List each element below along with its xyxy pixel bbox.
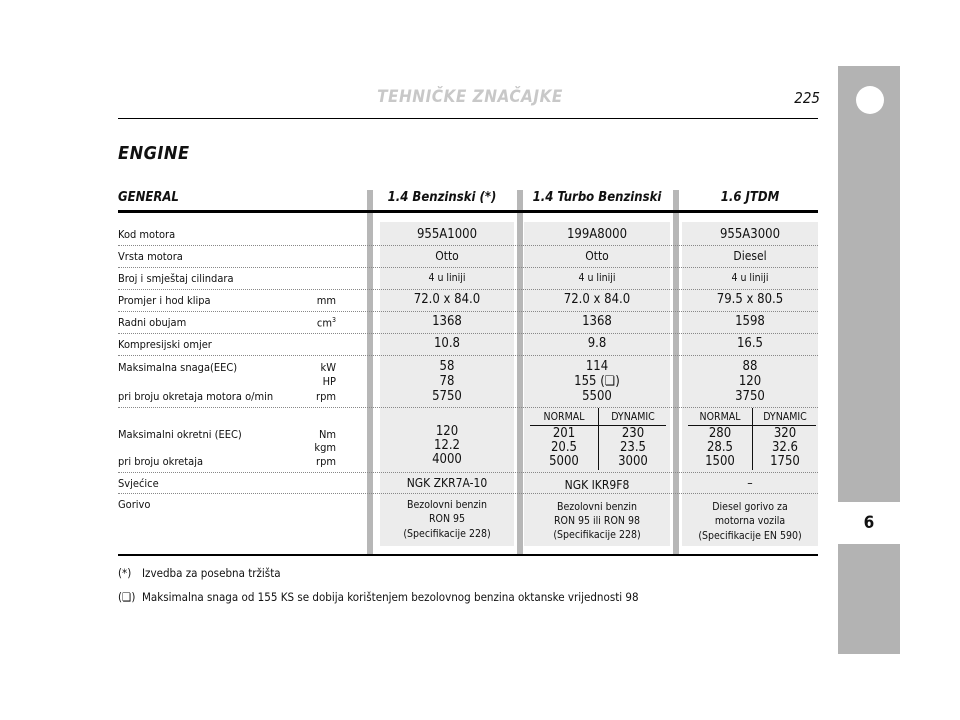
column-header-2: 1.4 Turbo Benzinski	[532, 190, 662, 205]
running-header-title: TEHNIČKE ZNAČAJKE	[377, 87, 563, 107]
cell-power-rpm-1: 5750	[432, 389, 462, 404]
cell-torque-dynamic-nm-2: 230	[621, 426, 645, 441]
cell-displacement-2: 1368	[582, 314, 612, 329]
row-label-fuel: Gorivo	[118, 498, 151, 511]
header-rule	[118, 118, 818, 119]
row-separator	[118, 355, 818, 356]
row-separator	[118, 493, 818, 494]
row-label-plugs: Svjećice	[118, 477, 159, 490]
cell-torque-kgm-1: 12.2	[433, 438, 461, 453]
cell-power-hp-1: 78	[439, 374, 455, 389]
cell-torque-dynamic-nm-3: 320	[773, 426, 797, 441]
unit-cm: cm	[316, 316, 332, 330]
sidebar-strip-top	[838, 66, 900, 502]
mode-dynamic-label: DYNAMIC	[763, 411, 807, 423]
cell-fuel-2-line3: (Specifikacije 228)	[553, 529, 641, 541]
section-title: ENGINE	[118, 143, 190, 164]
row-separator	[118, 407, 818, 408]
cell-power-rpm-3: 3750	[735, 389, 765, 404]
row-separator	[118, 333, 818, 334]
cell-plugs-2: NGK IKR9F8	[564, 478, 630, 492]
cell-code-3: 955A3000	[719, 227, 781, 242]
unit-kgm: kgm	[314, 441, 336, 454]
cell-cylinders-1: 4 u liniji	[428, 272, 466, 284]
row-label-code: Kod motora	[118, 228, 176, 241]
cell-compression-1: 10.8	[433, 336, 461, 351]
cell-cylinders-2: 4 u liniji	[578, 272, 616, 284]
row-label-compression: Kompresijski omjer	[118, 338, 212, 351]
footnote-text-1: Izvedba za posebna tržišta	[142, 566, 281, 580]
cell-fuel-2-line1: Bezolovni benzin	[556, 501, 637, 513]
mode-normal-label: NORMAL	[699, 411, 741, 423]
cell-torque-normal-rpm-2: 5000	[549, 454, 579, 469]
subtable-divider	[598, 408, 599, 470]
cell-torque-dynamic-kgm-3: 32.6	[771, 440, 799, 455]
unit-rpm: rpm	[316, 390, 336, 403]
cell-type-2: Otto	[585, 249, 609, 263]
cell-displacement-3: 1598	[735, 314, 765, 329]
column-header-1: 1.4 Benzinski (*)	[387, 190, 497, 205]
page-number: 225	[794, 89, 820, 107]
cell-torque-normal-nm-3: 280	[708, 426, 732, 441]
row-label-cylinders: Broj i smještaj cilindara	[118, 272, 234, 285]
row-label-torque-rpm: pri broju okretaja	[118, 455, 204, 468]
subtable-divider	[752, 408, 753, 470]
unit-mm: mm	[316, 294, 336, 307]
cell-compression-2: 9.8	[587, 336, 607, 351]
unit-sup: 3	[331, 316, 336, 324]
mode-dynamic-label: DYNAMIC	[611, 411, 655, 423]
table-bottom-rule	[118, 554, 818, 556]
cell-torque-dynamic-rpm-3: 1750	[770, 454, 800, 469]
cell-bore-stroke-2: 72.0 x 84.0	[563, 292, 631, 307]
cell-torque-nm-1: 120	[435, 424, 459, 439]
unit-hp: HP	[322, 375, 336, 388]
cell-torque-normal-rpm-3: 1500	[705, 454, 735, 469]
cell-cylinders-3: 4 u liniji	[731, 272, 769, 284]
cell-compression-3: 16.5	[736, 336, 764, 351]
cell-fuel-3-line3: (Specifikacije EN 590)	[698, 530, 802, 542]
row-label-type: Vrsta motora	[118, 250, 183, 263]
cell-code-1: 955A1000	[416, 227, 478, 242]
cell-type-3: Diesel	[733, 249, 767, 263]
row-separator	[118, 472, 818, 473]
unit-kw: kW	[320, 361, 336, 374]
cell-fuel-3-line2: motorna vozila	[714, 515, 786, 527]
cell-power-rpm-2: 5500	[582, 389, 612, 404]
cell-code-2: 199A8000	[566, 227, 628, 242]
row-separator	[118, 245, 818, 246]
table-header-rule	[118, 210, 818, 213]
cell-torque-dynamic-kgm-2: 23.5	[619, 440, 647, 455]
general-header: GENERAL	[118, 190, 179, 205]
column-header-3: 1.6 JTDM	[720, 190, 780, 205]
cell-power-kw-3: 88	[742, 359, 758, 374]
cell-fuel-3-line1: Diesel gorivo za	[712, 501, 788, 513]
cell-torque-normal-kgm-2: 20.5	[550, 440, 578, 455]
cell-plugs-1: NGK ZKR7A-10	[406, 476, 488, 490]
cell-power-kw-1: 58	[439, 359, 455, 374]
row-separator	[118, 289, 818, 290]
cell-power-kw-2: 114	[585, 359, 609, 374]
cell-type-1: Otto	[435, 249, 459, 263]
cell-torque-normal-kgm-3: 28.5	[706, 440, 734, 455]
cell-fuel-1-line3: (Specifikacije 228)	[403, 528, 491, 540]
row-label-power: Maksimalna snaga(EEC)	[118, 361, 238, 374]
unit-rpm: rpm	[316, 455, 336, 468]
cell-fuel-2-line2: RON 95 ili RON 98	[553, 515, 641, 527]
row-label-power-rpm: pri broju okretaja motora o/min	[118, 390, 274, 403]
chapter-tab: 6	[838, 502, 900, 544]
cell-fuel-1-line1: Bezolovni benzin	[406, 499, 487, 511]
cell-torque-dynamic-rpm-2: 3000	[618, 454, 648, 469]
footnote-mark-1: (*)	[118, 566, 132, 580]
cell-plugs-3: –	[747, 476, 753, 490]
unit-cm3	[300, 316, 336, 330]
cell-torque-rpm-1: 4000	[432, 452, 462, 467]
cell-displacement-1: 1368	[432, 314, 462, 329]
cell-fuel-1-line2: RON 95	[428, 513, 466, 525]
cell-power-hp-3: 120	[738, 374, 762, 389]
cell-power-hp-2: 155 (❏)	[574, 374, 620, 389]
row-label-torque: Maksimalni okretni (EEC)	[118, 428, 242, 441]
mode-normal-label: NORMAL	[543, 411, 585, 423]
row-label-displacement: Radni obujam	[118, 316, 187, 329]
sidebar-circle-marker	[856, 86, 884, 114]
footnote-mark-2: (❏)	[118, 590, 136, 604]
cell-bore-stroke-3: 79.5 x 80.5	[716, 292, 784, 307]
cell-torque-normal-nm-2: 201	[552, 426, 576, 441]
unit-nm: Nm	[318, 428, 336, 441]
row-separator	[118, 311, 818, 312]
sidebar-strip-bottom	[838, 544, 900, 654]
row-label-bore-stroke: Promjer i hod klipa	[118, 294, 211, 307]
footnote-text-2: Maksimalna snaga od 155 KS se dobija korištenjem bezolovnog benzina oktanske vrijednosti 98	[142, 590, 639, 604]
row-separator	[118, 267, 818, 268]
cell-bore-stroke-1: 72.0 x 84.0	[413, 292, 481, 307]
